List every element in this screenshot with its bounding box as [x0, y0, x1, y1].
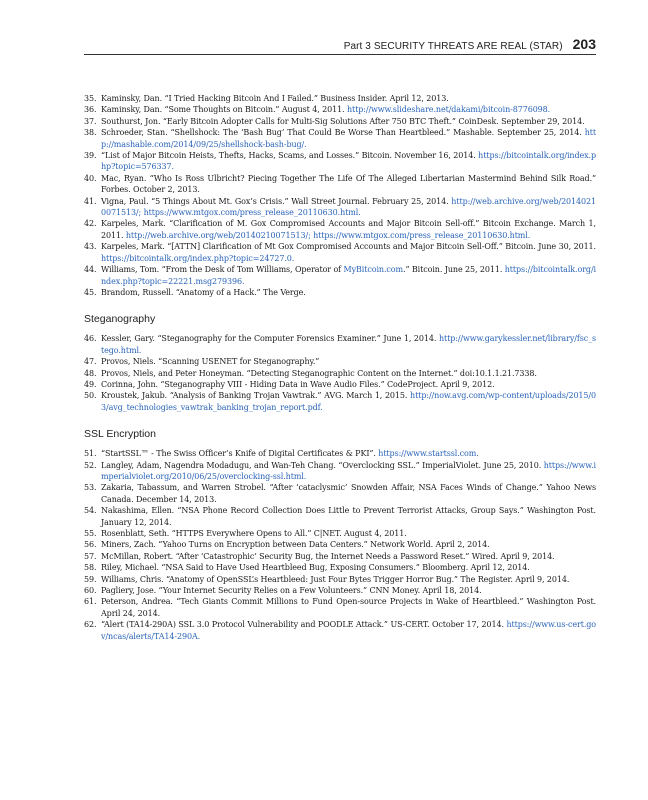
- reference-text: Kaminsky, Dan. “I Tried Hacking Bitcoin And I Failed.” Business Insider. April 12, 2013.: [101, 94, 449, 103]
- reference-number: 43.: [84, 242, 97, 252]
- reference-text: McMillan, Robert. “After ‘Catastrophic’ Security Bug, the Internet Needs a Password Reset.” Wired. April 9, 2014.: [101, 551, 555, 561]
- reference-item: [84, 551, 596, 562]
- reference-text: Langley, Adam, Nagendra Modadugu, and Wan-Teh Chang. “Overclocking SSL.” ImperialViolet. June 25, 2010.: [101, 460, 544, 470]
- reference-text: Mac, Ryan. “Who Is Ross Ulbricht? Piecing Together The Life Of The Alleged Libertarian Mastermind Behind Silk Road.” Forbes. October 2, 2013.: [101, 173, 596, 195]
- reference-item: [84, 150, 596, 173]
- header-rule: [84, 54, 596, 55]
- reference-number: 40.: [84, 173, 97, 183]
- reference-link[interactable]: https://www.imperialviolet.org/2010/06/25/overclocking-ssl.html.: [101, 460, 596, 481]
- reference-item: [84, 390, 596, 413]
- reference-text: Peterson, Andrea. “Tech Giants Commit Millions to Fund Open-source Projects in Wake of Heartbleed.” Washington Post. April 24, 2014.: [101, 597, 596, 618]
- reference-item: [84, 264, 596, 287]
- reference-link[interactable]: https://bitcointalk.org/index.php?topic=576337.: [101, 151, 596, 172]
- section-heading: Steganography: [84, 313, 156, 326]
- reference-text: Kessler, Gary. “Steganography for the Computer Forensics Examiner.” June 1, 2014.: [101, 334, 439, 344]
- reference-list: [84, 93, 596, 298]
- reference-text: Pagliery, Jose. “Your Internet Security Relies on a Few Volunteers.” CNN Money. April 18, 2014.: [101, 586, 482, 596]
- reference-link[interactable]: http://www.garykessler.net/library/fsc_stego.html.: [101, 334, 596, 355]
- reference-text: Williams, Tom. “From the Desk of Tom Williams, Operator of: [101, 265, 344, 275]
- reference-text: Miners, Zach. “Yahoo Turns on Encryption between Data Centers.” Network World. April 2, 2014.: [101, 540, 490, 550]
- reference-number: 49.: [84, 379, 97, 389]
- reference-item: [84, 619, 596, 642]
- reference-text: Provos, Niels. “Scanning USENET for Steganography.”: [101, 357, 320, 367]
- reference-text: “StartSSL™ - The Swiss Officer’s Knife of Digital Certificates & PKI”.: [101, 449, 379, 459]
- reference-link[interactable]: https://www.us-cert.gov/ncas/alerts/TA14-290A.: [101, 620, 596, 641]
- reference-number: 58.: [84, 563, 97, 573]
- reference-number: 44.: [84, 265, 97, 275]
- reference-text: “List of Major Bitcoin Heists, Thefts, Hacks, Scams, and Losses.” Bitcoin. November 16, 2014.: [101, 151, 479, 161]
- reference-link[interactable]: https://www.startssl.com.: [378, 449, 479, 459]
- reference-text: Provos, Niels, and Peter Honeyman. “Detecting Steganographic Content on the Internet.” doi:10.1.1.21.7338.: [101, 368, 537, 378]
- running-header: [84, 36, 596, 52]
- reference-text: Nakashima, Ellen. “NSA Phone Record Collection Does Little to Prevent Terrorist Attacks, Group Says.” Washington Post. January 12, 2014.: [101, 506, 596, 527]
- reference-text: Rosenblatt, Seth. “HTTPS Everywhere Opens to All.” C|NET. August 4, 2011.: [101, 529, 407, 538]
- reference-text: Karpeles, Mark. “[ATTN] Clarification of Mt Gox Compromised Accounts and Major Bitcoin Sell-Off.” Bitcoin. June 30, 2011.: [101, 242, 596, 252]
- section-heading: SSL Encryption: [84, 428, 156, 441]
- reference-item: [84, 528, 596, 539]
- reference-item: [84, 116, 596, 127]
- reference-text: Williams, Chris. “Anatomy of OpenSSL’s Heartbleed: Just Four Bytes Trigger Horror Bug.” The Register. April 9, 2014.: [101, 574, 570, 584]
- reference-number: 37.: [84, 116, 97, 126]
- reference-number: 42.: [84, 219, 97, 229]
- reference-text: Riley, Michael. “NSA Said to Have Used Heartbleed Bug, Exposing Consumers.” Bloomberg. April 12, 2014.: [101, 563, 530, 573]
- reference-item: [84, 356, 596, 367]
- reference-number: 45.: [84, 287, 97, 297]
- reference-text: Schroeder, Stan. “Shellshock: The ‘Bash Bug’ That Could Be Worse Than Heartbleed.” Mashable. September 25, 2014.: [101, 128, 585, 138]
- reference-number: 62.: [84, 620, 97, 630]
- reference-number: 36.: [84, 105, 97, 115]
- reference-link[interactable]: http://web.archive.org/web/20140210071513/; https://www.mtgox.com/press_release_20110630.html.: [125, 230, 531, 240]
- reference-item: [84, 93, 596, 104]
- reference-number: 54.: [84, 506, 97, 516]
- reference-text: Karpeles, Mark. “Clarification of M. Gox Compromised Accounts and Major Bitcoin Sell-off.” Bitcoin Exchange. March 1, 2011.: [101, 219, 596, 240]
- reference-link[interactable]: http://www.slideshare.net/dakami/bitcoin-8776098.: [346, 105, 551, 115]
- reference-number: 60.: [84, 586, 97, 596]
- reference-inline-link[interactable]: MyBitcoin.com: [343, 265, 403, 275]
- reference-number: 47.: [84, 357, 97, 367]
- reference-item: [84, 460, 596, 483]
- reference-list: [84, 448, 596, 642]
- reference-number: 61.: [84, 597, 97, 607]
- reference-item: [84, 173, 596, 196]
- reference-item: [84, 379, 596, 390]
- reference-item: [84, 585, 596, 596]
- page-number: 203: [572, 36, 596, 52]
- reference-text: Corinna, John. “Steganography VIII - Hiding Data in Wave Audio Files.” CodeProject. April 9, 2012.: [101, 379, 495, 389]
- reference-item: [84, 241, 596, 264]
- reference-link[interactable]: https://bitcointalk.org/index.php?topic=24727.0.: [101, 253, 295, 263]
- reference-number: 57.: [84, 551, 97, 561]
- reference-number: 53.: [84, 483, 97, 493]
- reference-number: 52.: [84, 460, 97, 470]
- reference-link[interactable]: http://mashable.com/2014/09/25/shellshock-bash-bug/.: [101, 128, 596, 149]
- reference-item: [84, 287, 596, 298]
- reference-item: [84, 574, 596, 585]
- reference-item: [84, 539, 596, 550]
- reference-text: Brandom, Russell. “Anatomy of a Hack.” The Verge.: [101, 287, 306, 297]
- reference-number: 59.: [84, 574, 97, 584]
- reference-item: [84, 104, 596, 115]
- reference-item: [84, 333, 596, 356]
- part-title: Part 3 SECURITY THREATS ARE REAL (STAR): [343, 41, 563, 52]
- reference-text: Southurst, Jon. “Early Bitcoin Adopter Calls for Multi-Sig Solutions After 750 BTC Theft.” CoinDesk. September 29, 2014.: [101, 116, 585, 126]
- reference-item: [84, 562, 596, 573]
- reference-text: Vigna, Paul. “5 Things About Mt. Gox’s Crisis.” Wall Street Journal. February 25, 2014.: [101, 196, 452, 206]
- reference-item: [84, 127, 596, 150]
- reference-text: “Alert (TA14-290A) SSL 3.0 Protocol Vulnerability and POODLE Attack.” US-CERT. October 17, 2014.: [101, 620, 507, 630]
- reference-item: [84, 368, 596, 379]
- reference-link[interactable]: https://bitcointalk.org/index.php?topic=22221.msg279396.: [101, 265, 596, 286]
- reference-item: [84, 196, 596, 219]
- reference-number: 46.: [84, 334, 97, 344]
- reference-link[interactable]: http://web.archive.org/web/20140210071513/; https://www.mtgox.com/press_release_20110630.html.: [101, 196, 596, 218]
- references-body: [84, 93, 596, 642]
- reference-number: 48.: [84, 368, 97, 378]
- reference-number: 51.: [84, 449, 97, 459]
- reference-text: Zakaria, Tabassum, and Warren Strobel. “After ‘cataclysmic’ Snowden Affair, NSA Faces Winds of Change.” Yahoo News Canada. December 14, 2013.: [101, 483, 596, 504]
- reference-number: 38.: [84, 128, 97, 138]
- reference-item: [84, 448, 596, 459]
- reference-number: 50.: [84, 391, 97, 401]
- reference-number: 41.: [84, 196, 97, 206]
- reference-list: [84, 333, 596, 413]
- reference-text-continued: .” Bitcoin. June 25, 2011.: [403, 265, 505, 275]
- reference-number: 55.: [84, 529, 97, 538]
- reference-number: 35.: [84, 94, 97, 103]
- reference-item: [84, 482, 596, 505]
- reference-text: Kaminsky, Dan. “Some Thoughts on Bitcoin.” August 4, 2011.: [101, 105, 347, 115]
- reference-link[interactable]: http://now.avg.com/wp-content/uploads/2015/03/avg_technologies_vawtrak_banking_trojan_report.pdf.: [101, 391, 596, 412]
- reference-item: [84, 505, 596, 528]
- reference-item: [84, 218, 596, 241]
- reference-item: [84, 596, 596, 619]
- reference-text: Kroustek, Jakub. “Analysis of Banking Trojan Vawtrak.” AVG. March 1, 2015.: [101, 391, 411, 401]
- reference-number: 39.: [84, 151, 97, 161]
- reference-number: 56.: [84, 540, 97, 550]
